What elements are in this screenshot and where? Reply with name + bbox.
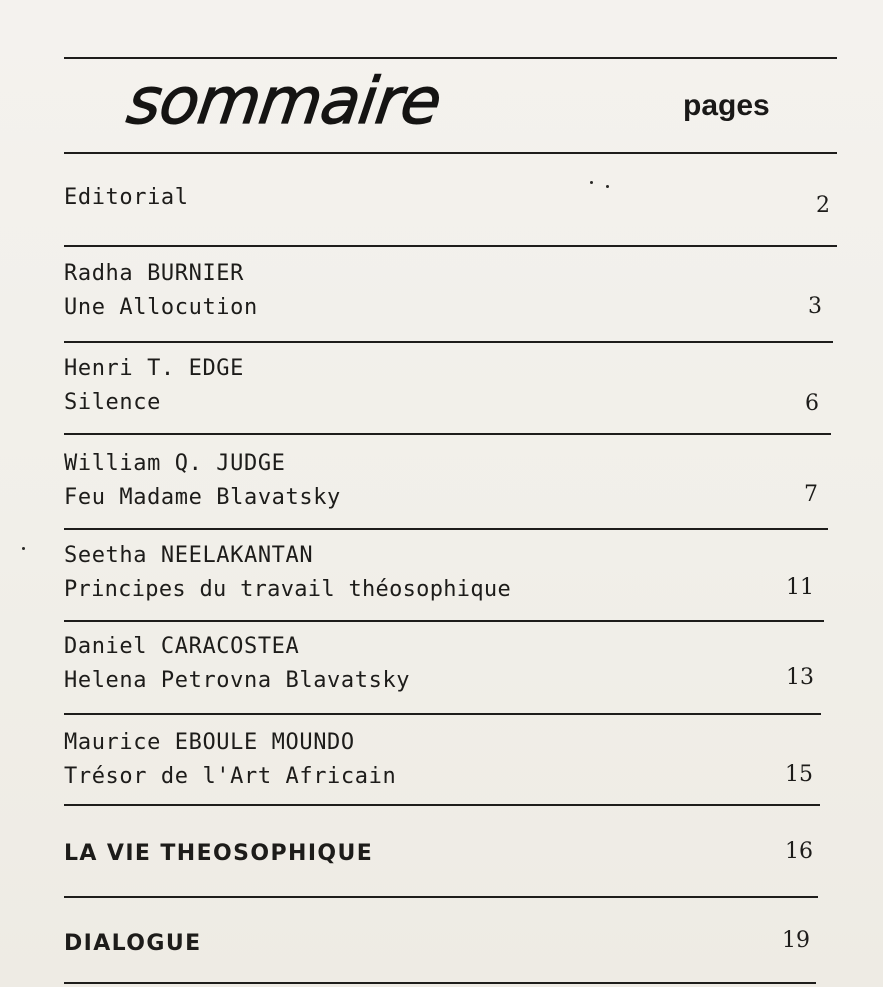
entry-title-editorial: Editorial bbox=[64, 185, 189, 210]
divider-rule bbox=[64, 713, 821, 715]
entry-page-edge: 6 bbox=[805, 391, 819, 416]
pages-column-label: pages bbox=[683, 89, 770, 122]
entry-page-neelakantan: 11 bbox=[786, 575, 814, 600]
paper-speck bbox=[606, 185, 609, 188]
top-rule bbox=[64, 57, 837, 59]
entry-title-neelakantan: Principes du travail théosophique bbox=[64, 577, 511, 602]
page-title: sommaire bbox=[122, 65, 446, 139]
entry-title-edge: Silence bbox=[64, 390, 161, 415]
bottom-rule bbox=[64, 982, 816, 984]
paper-speck bbox=[22, 547, 25, 550]
entry-title-caracostea: Helena Petrovna Blavatsky bbox=[64, 668, 411, 693]
entry-title-vie-theosophique: LA VIE THEOSOPHIQUE bbox=[64, 841, 374, 866]
entry-page-editorial: 2 bbox=[816, 193, 830, 218]
divider-rule bbox=[64, 433, 831, 435]
divider-rule bbox=[64, 804, 820, 806]
entry-author-edge: Henri T. EDGE bbox=[64, 356, 244, 381]
entry-page-eboule-moundo: 15 bbox=[785, 762, 813, 787]
entry-title-burnier: Une Allocution bbox=[64, 295, 258, 320]
entry-page-dialogue: 19 bbox=[782, 928, 810, 953]
divider-rule bbox=[64, 341, 833, 343]
entry-page-judge: 7 bbox=[804, 482, 818, 507]
entry-page-vie-theosophique: 16 bbox=[785, 839, 813, 864]
divider-rule bbox=[64, 528, 828, 530]
header-rule bbox=[64, 152, 837, 154]
entry-author-caracostea: Daniel CARACOSTEA bbox=[64, 634, 300, 659]
entry-title-judge: Feu Madame Blavatsky bbox=[64, 485, 341, 510]
paper-speck bbox=[590, 181, 593, 184]
entry-title-eboule-moundo: Trésor de l'Art Africain bbox=[64, 764, 397, 789]
entry-author-neelakantan: Seetha NEELAKANTAN bbox=[64, 543, 314, 568]
entry-page-caracostea: 13 bbox=[786, 665, 814, 690]
entry-author-eboule-moundo: Maurice EBOULE MOUNDO bbox=[64, 730, 355, 755]
entry-author-judge: William Q. JUDGE bbox=[64, 451, 286, 476]
entry-author-burnier: Radha BURNIER bbox=[64, 261, 244, 286]
entry-title-dialogue: DIALOGUE bbox=[64, 931, 202, 956]
divider-rule bbox=[64, 245, 837, 247]
divider-rule bbox=[64, 896, 818, 898]
divider-rule bbox=[64, 620, 824, 622]
entry-page-burnier: 3 bbox=[808, 294, 822, 319]
